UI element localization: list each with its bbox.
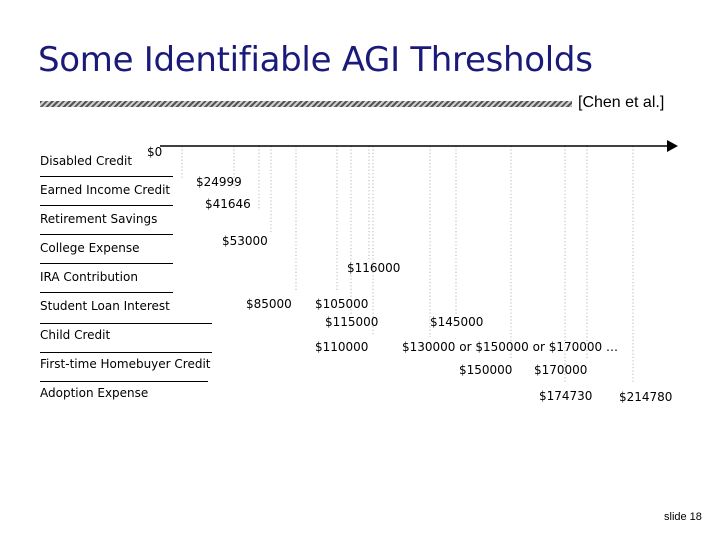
credit-label-retirement-savings: Retirement Savings	[40, 212, 158, 226]
slide-number: slide 18	[664, 511, 702, 523]
row-separator	[40, 205, 173, 206]
threshold-value: $130000 or $150000 or $170000 …	[402, 340, 618, 354]
threshold-value: $174730	[539, 389, 593, 403]
credit-label-earned-income: Earned Income Credit	[40, 183, 171, 197]
credit-label-disabled: Disabled Credit	[40, 154, 133, 168]
threshold-value: $41646	[205, 197, 251, 211]
threshold-value: $53000	[222, 234, 268, 248]
row-separator	[40, 263, 173, 264]
row-separator	[40, 381, 208, 382]
row-separator	[40, 323, 212, 324]
threshold-value: $0	[147, 145, 163, 159]
threshold-value: $170000	[534, 363, 588, 377]
row-separator	[40, 234, 173, 235]
threshold-value: $105000	[315, 297, 369, 311]
credit-label-child: Child Credit	[40, 328, 111, 342]
row-separator	[40, 176, 173, 177]
credit-label-student-loan-interest: Student Loan Interest	[40, 299, 170, 313]
row-separator	[40, 292, 173, 293]
citation: [Chen et al.]	[578, 94, 665, 111]
credit-label-first-time-homebuyer: First-time Homebuyer Credit	[40, 357, 211, 371]
axis-arrowhead	[667, 140, 678, 152]
threshold-value: $214780	[619, 390, 673, 404]
credit-label-college-expense: College Expense	[40, 241, 140, 255]
threshold-value: $116000	[347, 261, 401, 275]
threshold-value: $115000	[325, 315, 379, 329]
threshold-value: $110000	[315, 340, 369, 354]
threshold-value: $150000	[459, 363, 513, 377]
credit-label-adoption-expense: Adoption Expense	[40, 386, 149, 400]
threshold-value: $24999	[196, 175, 242, 189]
slide-title: Some Identifiable AGI Thresholds	[38, 40, 593, 80]
credit-label-ira-contribution: IRA Contribution	[40, 270, 138, 284]
threshold-value: $145000	[430, 315, 484, 329]
threshold-value: $85000	[246, 297, 292, 311]
row-separator	[40, 352, 212, 353]
